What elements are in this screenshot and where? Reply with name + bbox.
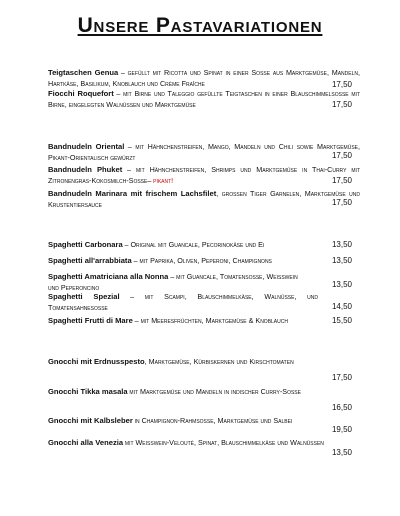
menu-item-bandnudeln-phuket	[48, 165, 360, 186]
dish-price: 17,50	[331, 80, 352, 89]
menu-item-spaghetti-amatriciana	[48, 272, 308, 293]
dish-name: Spaghetti Amatriciana alla Nonna	[48, 272, 169, 281]
dish-name: Gnocchi alla Venezia	[48, 438, 124, 447]
menu-item-gnocchi-alla-venezia	[48, 438, 360, 449]
dish-name: Bandnudeln Oriental	[48, 142, 125, 151]
menu-item-fiocchi-roquefort	[48, 89, 360, 110]
dish-description: – Original mit Guancale, Pecorinokäse und Ei	[124, 240, 265, 249]
dish-name: Gnocchi mit Kalbsleber	[48, 416, 133, 425]
dish-price: 13,50	[331, 448, 352, 457]
spicy-label: pikant!	[153, 175, 174, 185]
dish-name: Bandnudeln Marinara mit frischem Lachsfilet	[48, 189, 217, 198]
dish-price: 17,50	[331, 176, 352, 185]
dish-price: 13,50	[331, 240, 352, 249]
dish-name: Gnocchi Tikka masala	[48, 387, 128, 396]
dish-price: 17,50	[331, 151, 352, 160]
dish-description: – mit Hähnchenstreifen, Mango, Mandeln und Chili sowie Marktgemüse, Pikant-Orientalisch gewürzt	[48, 142, 360, 162]
dish-name: Spaghetti all'arrabbiata	[48, 256, 132, 265]
menu-item-spaghetti-arrabbiata	[48, 256, 360, 267]
dish-description: – mit Paprika, Oliven, Peperoni, Champignons	[133, 256, 272, 265]
menu-item-gnocchi-kalbsleber	[48, 416, 360, 427]
dish-price: 13,50	[331, 280, 352, 289]
dish-description: – mit Birne und Taleggio gefüllte Teigtaschen in einer Blauschimmelsosse mit Birne, eingelegten Walnüssen und Marktgemüse	[48, 89, 361, 109]
dish-description: mit Weisswein-Velouté, Spinat, Blauschimmelkäse und Walnüssen	[124, 438, 324, 447]
dish-price: 17,50	[331, 373, 352, 382]
dish-price: 14,50	[331, 302, 352, 311]
dish-description: – mit Scampi, Blauschimmelkäse, Walnüsse, und Tomatensahnesosse	[48, 292, 318, 312]
menu-item-spaghetti-spezial	[48, 292, 318, 313]
dish-price: 17,50	[331, 198, 352, 207]
dish-name: Gnocchi mit Erdnusspesto	[48, 357, 145, 366]
menu-item-spaghetti-frutti-di-mare	[48, 316, 360, 327]
dish-name: Teigtaschen Genua	[48, 68, 119, 77]
dish-price: 17,50	[331, 100, 352, 109]
dish-description: – mit Meeresfrüchten, Marktgemüse & Knoblauch	[134, 316, 288, 325]
dish-description: – mit Guancale, Tomatensosse, Weisswein und Peperoncino	[48, 272, 298, 292]
dish-name: Spaghetti Carbonara	[48, 240, 123, 249]
dish-price: 16,50	[331, 403, 352, 412]
menu-item-bandnudeln-oriental	[48, 142, 360, 163]
dish-price: 13,50	[331, 256, 352, 265]
dish-description: , grossen Tiger Garnelen, Marktgemüse und Krustentiersauce	[48, 189, 360, 209]
menu-item-spaghetti-carbonara	[48, 240, 360, 251]
dish-description: – gefüllt mit Ricotta und Spinat in einer Sosse aus Marktgemüse, Mandeln, Hartkäse, Basilikum, Knoblauch und Crème Fraîche	[48, 68, 360, 88]
menu-item-gnocchi-tikka-masala	[48, 387, 360, 398]
dish-description: , Marktgemüse, Kürbiskernen und Kirschtomaten	[144, 357, 294, 366]
dish-price: 19,50	[331, 425, 352, 434]
dish-name: Spaghetti Frutti di Mare	[48, 316, 133, 325]
dish-price: 15,50	[331, 316, 352, 325]
menu-item-gnocchi-erdnusspesto	[48, 357, 360, 368]
dish-name: Fiocchi Roquefort	[48, 89, 114, 98]
menu-title: Unsere Pastavariationen	[77, 14, 323, 37]
dish-name: Bandnudeln Phuket	[48, 165, 123, 174]
dish-description: in Champignon-Rahmsosse, Marktgemüse und Salbei	[134, 416, 293, 425]
dish-name: Spaghetti Spezial	[48, 292, 120, 301]
dish-description: mit Marktgemüse und Mandeln in indischer Curry-Sosse	[129, 387, 301, 396]
dish-description: – mit Hähnchenstreifen, Shrimps und Marktgemüse in Thai-Curry mit Zitronengras-Kokosmilch-Sosse–	[48, 165, 360, 185]
menu-item-teigtaschen-genua	[48, 68, 360, 89]
menu-item-bandnudeln-marinara	[48, 189, 360, 210]
